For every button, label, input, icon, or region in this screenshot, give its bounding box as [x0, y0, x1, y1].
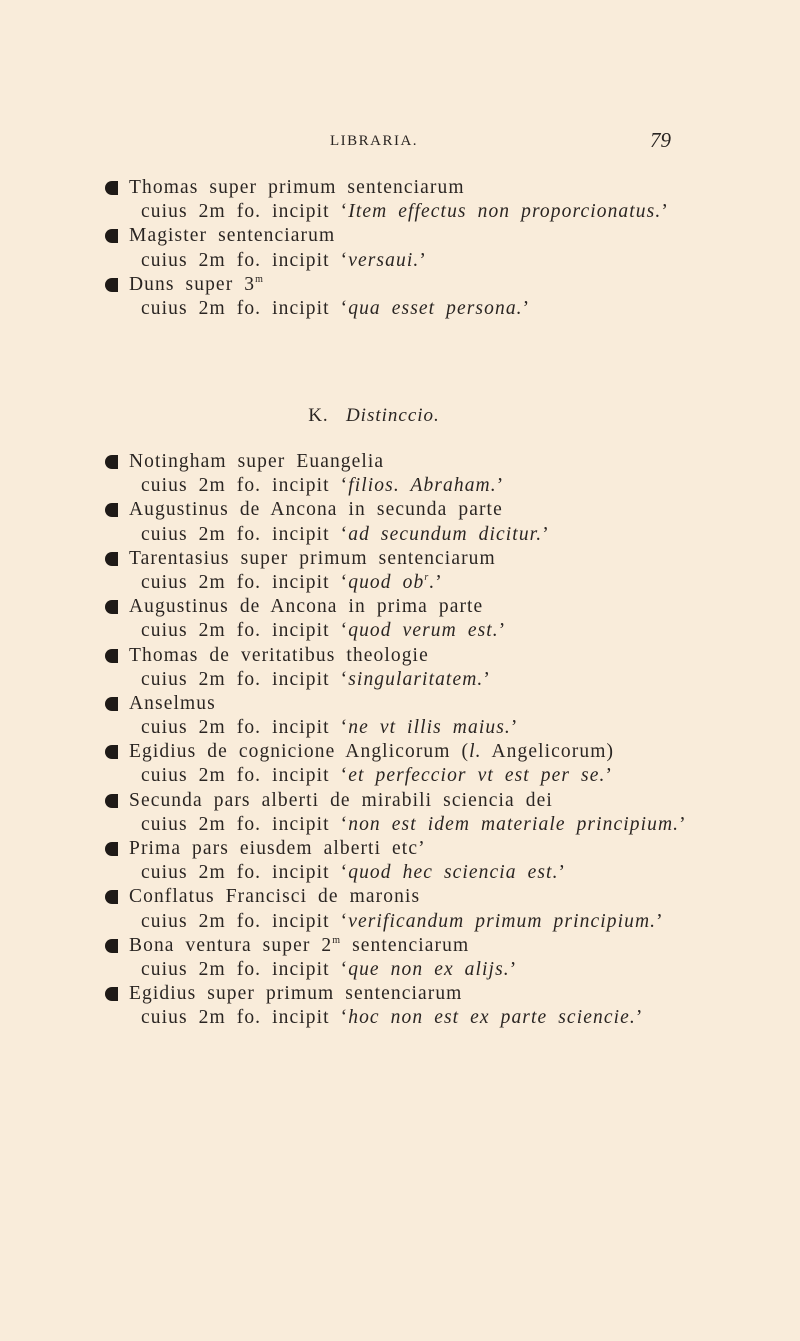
entry-title: Prima pars eiusdem alberti etc’ [129, 838, 426, 859]
entry-title-end: Angelicorum) [481, 741, 615, 763]
incipit-prefix: cuius 2m fo. incipit [141, 249, 330, 271]
running-head: LIBRARIA. [329, 133, 419, 149]
catalogue-entry [105, 934, 785, 982]
pilcrow-icon [105, 278, 119, 292]
incipit-text [348, 1007, 636, 1028]
entry-incipit-line: cuius 2m fo. incipit ‘non est idem materiale principium.’ [141, 813, 687, 835]
entry-incipit-line: cuius 2m fo. incipit ‘ne vt illis maius.’ [141, 717, 519, 739]
incipit-words: versaui. [348, 249, 420, 271]
entry-title: Notingham super Euangelia [129, 451, 385, 472]
entry-title-line [105, 982, 785, 1006]
incipit-text [348, 298, 522, 319]
entry-title-end: sentenciarum [341, 934, 470, 956]
pilcrow-icon [105, 745, 119, 759]
entry-title-line [105, 498, 785, 522]
entry-incipit-line: cuius 2m fo. incipit ‘et perfeccior vt est per se.’ [141, 765, 614, 787]
incipit-words: et perfeccior vt est per se. [348, 765, 606, 787]
entry-title-italic: l. [469, 741, 482, 763]
entry-title-line [105, 789, 785, 813]
entry-title-line [105, 692, 785, 716]
pilcrow-icon [105, 842, 119, 856]
catalogue-entry [105, 982, 785, 1030]
incipit-words: ad secundum dicitur. [348, 523, 543, 545]
entry-title: Thomas super primum sentenciarum [129, 177, 465, 198]
incipit-prefix: cuius 2m fo. incipit [141, 813, 330, 835]
section-heading [0, 405, 748, 427]
entry-title-superscript: m [255, 273, 264, 285]
entry-title-line [105, 885, 785, 909]
entry-title-line [105, 595, 785, 619]
incipit-words: hoc non est ex parte sciencie. [348, 1007, 636, 1029]
entry-incipit-line: cuius 2m fo. incipit ‘singularitatem.’ [141, 668, 491, 690]
incipit-prefix: cuius 2m fo. incipit [141, 668, 330, 690]
pilcrow-icon [105, 649, 119, 663]
incipit-prefix: cuius 2m fo. incipit [141, 862, 330, 884]
incipit-text [348, 475, 496, 496]
incipit-text [348, 620, 499, 641]
catalogue-entry [105, 644, 785, 692]
pilcrow-icon [105, 987, 119, 1001]
pilcrow-icon [105, 552, 119, 566]
entry-incipit-line: cuius 2m fo. incipit ‘qua esset persona.’ [141, 297, 531, 319]
incipit-words: verificandum primum principium. [348, 910, 657, 932]
entry-title-line [105, 547, 785, 571]
entry-title-line [105, 837, 785, 861]
catalogue-entry [105, 885, 785, 933]
incipit-prefix: cuius 2m fo. incipit [141, 571, 330, 593]
incipit-words: filios. Abraham. [348, 475, 497, 497]
pilcrow-icon [105, 455, 119, 469]
incipit-words: non est idem materiale principium. [348, 813, 680, 835]
incipit-text [348, 201, 661, 222]
pilcrow-icon [105, 697, 119, 711]
pilcrow-icon [105, 181, 119, 195]
pilcrow-icon [105, 229, 119, 243]
catalogue-section-2 [105, 450, 785, 1031]
catalogue-entry [105, 224, 785, 272]
entry-title: Augustinus de Ancona in secunda parte [129, 499, 503, 521]
entry-title-line [105, 224, 785, 248]
incipit-prefix: cuius 2m fo. incipit [141, 620, 330, 642]
incipit-prefix: cuius 2m fo. incipit [141, 297, 330, 319]
entry-title: Secunda pars alberti de mirabili sciencia dei [129, 789, 553, 811]
entry-incipit-line: cuius 2m fo. incipit ‘Item effectus non proporcionatus.’ [141, 201, 669, 223]
incipit-words: quod verum est. [348, 620, 499, 642]
incipit-prefix: cuius 2m fo. incipit [141, 1007, 330, 1029]
catalogue-entry [105, 789, 785, 837]
incipit-superscript: r [424, 571, 430, 583]
entry-title: Anselmus [129, 692, 216, 714]
incipit-prefix: cuius 2m fo. incipit [141, 910, 330, 932]
entry-title-superscript: m [332, 934, 342, 946]
entry-title: Magister sentenciarum [129, 225, 336, 247]
entry-title: Bona ventura super 2 [129, 934, 333, 956]
incipit-prefix: cuius 2m fo. incipit [141, 717, 330, 739]
incipit-text [348, 717, 511, 738]
catalogue-entry [105, 740, 785, 788]
entry-incipit-line: cuius 2m fo. incipit ‘filios. Abraham.’ [141, 475, 505, 497]
incipit-prefix: cuius 2m fo. incipit [141, 765, 330, 787]
entry-incipit-line: cuius 2m fo. incipit ‘quod hec sciencia est.’ [141, 862, 567, 884]
incipit-text [348, 862, 558, 883]
entry-title-line [105, 273, 785, 297]
entry-title-line [105, 934, 785, 958]
incipit-words: que non ex alijs. [348, 958, 510, 980]
incipit-words: quod ob [348, 571, 425, 593]
entry-title: Augustinus de Ancona in prima parte [129, 596, 484, 618]
incipit-words: ne vt illis maius. [348, 717, 511, 739]
entry-incipit-line: cuius 2m fo. incipit ‘quod verum est.’ [141, 620, 507, 642]
entry-incipit-line: cuius 2m fo. incipit ‘que non ex alijs.’ [141, 958, 518, 980]
catalogue-entry [105, 450, 785, 498]
catalogue-entry [105, 595, 785, 643]
entry-incipit-line: cuius 2m fo. incipit ‘hoc non est ex parte sciencie.’ [141, 1007, 644, 1029]
entry-title-line [105, 450, 785, 474]
catalogue-entry [105, 692, 785, 740]
entry-incipit-line: cuius 2m fo. incipit ‘ad secundum dicitur.’ [141, 523, 550, 545]
section-letter: K. [308, 405, 329, 426]
catalogue-entry [105, 176, 785, 224]
entry-title: Egidius super primum sentenciarum [129, 983, 463, 1005]
entry-title: Thomas de veritatibus theologie [129, 644, 429, 666]
entry-incipit-line: cuius 2m fo. incipit ‘versaui.’ [141, 249, 427, 271]
pilcrow-icon [105, 939, 119, 953]
incipit-words: Item effectus non proporcionatus. [348, 201, 662, 223]
incipit-text [348, 669, 483, 690]
entry-title-line [105, 644, 785, 668]
incipit-text [348, 911, 656, 932]
incipit-prefix: cuius 2m fo. incipit [141, 475, 330, 497]
entry-title: Conflatus Francisci de maronis [129, 886, 421, 908]
incipit-prefix: cuius 2m fo. incipit [141, 958, 330, 980]
pilcrow-icon [105, 503, 119, 517]
entry-title: Egidius de cognicione Anglicorum ( [129, 741, 470, 763]
incipit-prefix: cuius 2m fo. incipit [141, 201, 330, 223]
catalogue-entry [105, 547, 785, 595]
entry-title: Duns super 3 [129, 273, 256, 295]
incipit-end: . [429, 571, 436, 593]
entry-incipit-line: cuius 2m fo. incipit ‘verificandum primum principium.’ [141, 910, 664, 932]
incipit-prefix: cuius 2m fo. incipit [141, 523, 330, 545]
catalogue-section-1 [105, 176, 785, 321]
catalogue-entry [105, 273, 785, 321]
incipit-words: singularitatem. [348, 668, 484, 690]
entry-title: Tarentasius super primum sentenciarum [129, 547, 496, 569]
incipit-words: qua esset persona. [348, 297, 523, 319]
entry-title-line [105, 176, 785, 200]
section-label: Distinccio. [345, 405, 440, 426]
pilcrow-icon [105, 890, 119, 904]
catalogue-entry [105, 837, 785, 885]
entry-title-line [105, 740, 785, 764]
incipit-text [348, 572, 435, 593]
entry-incipit-line: cuius 2m fo. incipit ‘quod $ob^r$.’ [141, 571, 443, 593]
incipit-text [348, 814, 679, 835]
pilcrow-icon [105, 600, 119, 614]
incipit-text [348, 250, 419, 271]
incipit-text [348, 959, 510, 980]
incipit-text [348, 524, 542, 545]
page-number: 79 [650, 128, 671, 152]
incipit-words: quod hec sciencia est. [348, 862, 559, 884]
catalogue-entry [105, 498, 785, 546]
incipit-text [348, 765, 605, 786]
pilcrow-icon [105, 794, 119, 808]
